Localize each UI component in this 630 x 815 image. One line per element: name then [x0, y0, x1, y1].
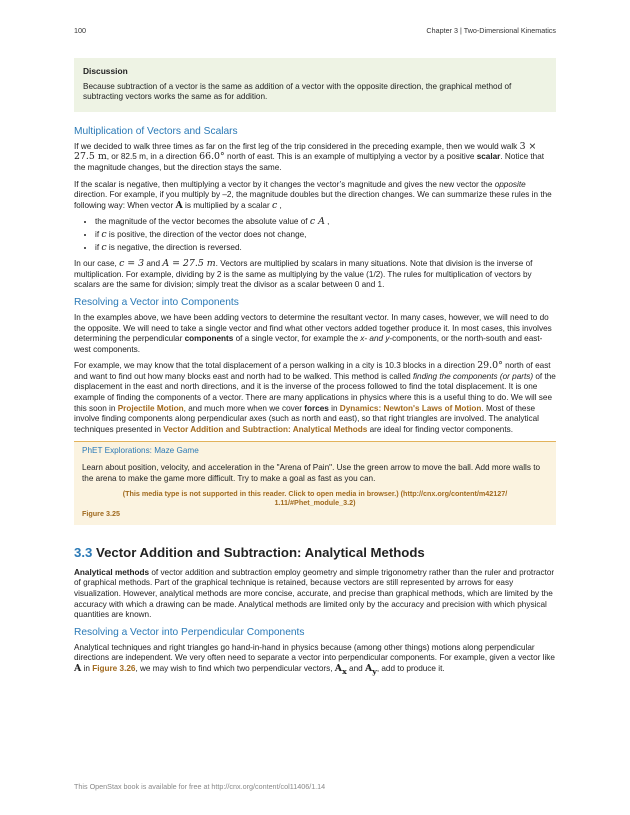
text: . Notice that the magnitude changes, but the direction stays the same.: [74, 152, 545, 172]
resolve-paragraph-1: [74, 313, 556, 355]
subscript-x: x: [342, 666, 347, 676]
text: For example, we may know that the total displacement of a person walking in a city is 10.3 blocks in a direction: [74, 361, 475, 371]
math: c = 3: [119, 258, 145, 270]
scalar-c: c: [101, 228, 107, 240]
subscript-y: y: [372, 666, 377, 676]
text: of the displacement in the east and north directions, and it is the inverse of the process followed to find the total displacement. It is one example of finding the components of a vector. There are many applications in physics where this is a useful thing to do. We will see this soon in: [74, 371, 556, 413]
text: In our case,: [74, 259, 117, 269]
text: . Vectors are multiplied by scalars in many situations. Note that division is the inverse of multiplication. For example, dividing by 2 is the same as multiplying by the value (1/2). The rules for multiplication of vectors by scalars are the same for division; simply treat the divisor as a scalar between 0 and 1.: [74, 259, 533, 290]
vector-ay: [365, 663, 377, 674]
media-line: (This media type is not supported in this reader. Click to open media in browser.) (http://cnx.org/content/m42127/: [122, 489, 508, 499]
text: ,: [327, 217, 330, 227]
discussion-text: Because subtraction of a vector is the same as addition of a vector with the opposite direction, the graphical method of subtracting vectors works the same as for addition.: [83, 81, 512, 102]
emphasis: x- and y-: [360, 334, 393, 344]
math: 29.0°: [477, 360, 503, 372]
phet-box: [74, 441, 556, 524]
emphasis: opposite: [494, 179, 526, 189]
vector-symbol: A: [364, 662, 373, 674]
text: are ideal for finding vector components.: [369, 424, 513, 434]
phet-text: Learn about position, velocity, and acceleration in the "Arena of Pain". Use the green arrow to move the ball. Add more walls to the arena to make the game more difficult. Try to make a goal as fast as you can.: [82, 463, 541, 483]
text: If the scalar is negative, then multiplying a vector by it changes the vector’s magnitude and gives the new vector the: [74, 179, 493, 189]
figure-label: Figure 3.25: [82, 509, 120, 519]
text: of vector addition and subtraction employ geometry and simple trigonometry rather than the ruler and protractor of graphical methods. Part of the graphical technique is retained, because vectors are still represented by arrows for easy visualization. However, analytical methods are more concise, accurate, and precise than graphical methods, which are limited by the accuracy with which a drawing can be made. Analytical methods are limited only by the accuracy and precision with which physical quantities are known.: [74, 567, 555, 620]
link-projectile-motion[interactable]: Projectile Motion: [117, 403, 184, 413]
text: direction. For example, if you multiply by –2, the magnitude doubles but the direction changes. We can summarize these rules in the following way: When vector: [74, 190, 552, 210]
section-heading: [74, 545, 556, 561]
term-analytical-methods: Analytical methods: [74, 567, 150, 577]
page-number: 100: [74, 26, 86, 35]
text: is negative, the direction is reversed.: [108, 242, 242, 252]
list-item: [95, 230, 556, 241]
text: the magnitude of the vector becomes the absolute value of: [95, 217, 308, 227]
mult-paragraph-3: [74, 259, 556, 291]
list-item: [95, 243, 556, 254]
math: A = 27.5 m: [162, 258, 216, 270]
scalar-c: c: [101, 241, 107, 253]
text: If we decided to walk three times as far on the first leg of the trip considered in the preceding example, then we would walk: [74, 141, 518, 151]
discussion-box: [74, 58, 556, 112]
perp-paragraph-1: [74, 643, 556, 678]
term-forces: forces: [304, 403, 329, 413]
list-item: [95, 217, 556, 228]
link-dynamics[interactable]: Dynamics: Newton's Laws of Motion: [339, 403, 482, 413]
vector-ax: [335, 663, 347, 674]
text: In the examples above, we have been adding vectors to determine the resultant vector. In many cases, however, we will need to do the opposite. We will need to take a single vector and find what other vectors added together produce it. In most cases, this involves determining the perpendicular: [74, 312, 552, 344]
text: if: [95, 242, 100, 252]
text: in: [331, 403, 338, 413]
mult-paragraph-2: [74, 180, 556, 212]
text: Analytical techniques and right triangles go hand-in-hand in physics because (among other things) motions along perpendicular directions are independent. We very often need to separate a vector into perpendicular components. For example, given a vector like: [74, 642, 555, 663]
heading-resolving: Resolving a Vector into Components: [74, 296, 239, 308]
heading-perpendicular: Resolving a Vector into Perpendicular Components: [74, 626, 305, 638]
heading-multiplication: Multiplication of Vectors and Scalars: [74, 125, 238, 137]
resolve-paragraph-2: [74, 361, 556, 435]
emphasis: finding the components (or parts): [412, 371, 534, 381]
vector-symbol: A: [334, 662, 343, 674]
text: of a single vector, for example the: [235, 334, 359, 344]
discussion-title: Discussion: [83, 66, 128, 76]
text: and: [349, 663, 363, 673]
section-paragraph-1: [74, 568, 556, 621]
media-line: 1.11/#Phet_module_3.2): [274, 498, 356, 508]
media-link[interactable]: [82, 489, 548, 507]
mult-paragraph-1: [74, 142, 556, 174]
term-components: components: [184, 334, 234, 344]
text: . Most of these involve finding components along perpendicular axes (such as north and east), so that right triangles are involved. The analytical techniques presented in: [74, 403, 539, 434]
text: is positive, the direction of the vector does not change,: [108, 229, 307, 239]
vector-a: A: [175, 199, 183, 211]
text: north of east and want to find out how many blocks east and north had to be walked. This method is called: [74, 361, 551, 381]
page-content: [74, 58, 556, 683]
phet-title: PhET Explorations: Maze Game: [82, 446, 199, 456]
footer: This OpenStax book is available for free at http://cnx.org/content/col11406/1.14: [74, 782, 326, 791]
chapter-header: Chapter 3 | Two-Dimensional Kinematics: [426, 26, 556, 35]
scalar-c: c: [271, 199, 278, 211]
text: north of east. This is an example of multiplying a vector by a positive: [226, 152, 475, 162]
math: 66.0°: [199, 151, 225, 163]
text: if: [95, 229, 100, 239]
text: , add to produce it.: [376, 663, 445, 673]
text: , or 82.5 m, in a direction: [106, 152, 197, 162]
link-analytical-methods[interactable]: Vector Addition and Subtraction: Analytical Methods: [163, 424, 368, 434]
text: in: [83, 663, 90, 673]
section-title: Vector Addition and Subtraction: Analytical Methods: [96, 544, 425, 560]
term-scalar: scalar: [476, 152, 501, 162]
text: ,: [279, 200, 282, 210]
text: components, or the north-south and east-west components.: [74, 334, 543, 354]
vector-a: A: [74, 662, 82, 674]
text: , and much more when we cover: [183, 403, 302, 413]
text: and: [146, 259, 161, 269]
rules-list: [74, 217, 556, 253]
section-number: 3.3: [74, 544, 93, 560]
math: c A: [309, 216, 325, 228]
math: 3 × 27.5 m: [74, 140, 537, 163]
text: , we may wish to find which two perpendicular vectors,: [135, 663, 333, 673]
link-figure-3-26[interactable]: Figure 3.26: [92, 663, 136, 673]
text: is multiplied by a scalar: [185, 200, 270, 210]
